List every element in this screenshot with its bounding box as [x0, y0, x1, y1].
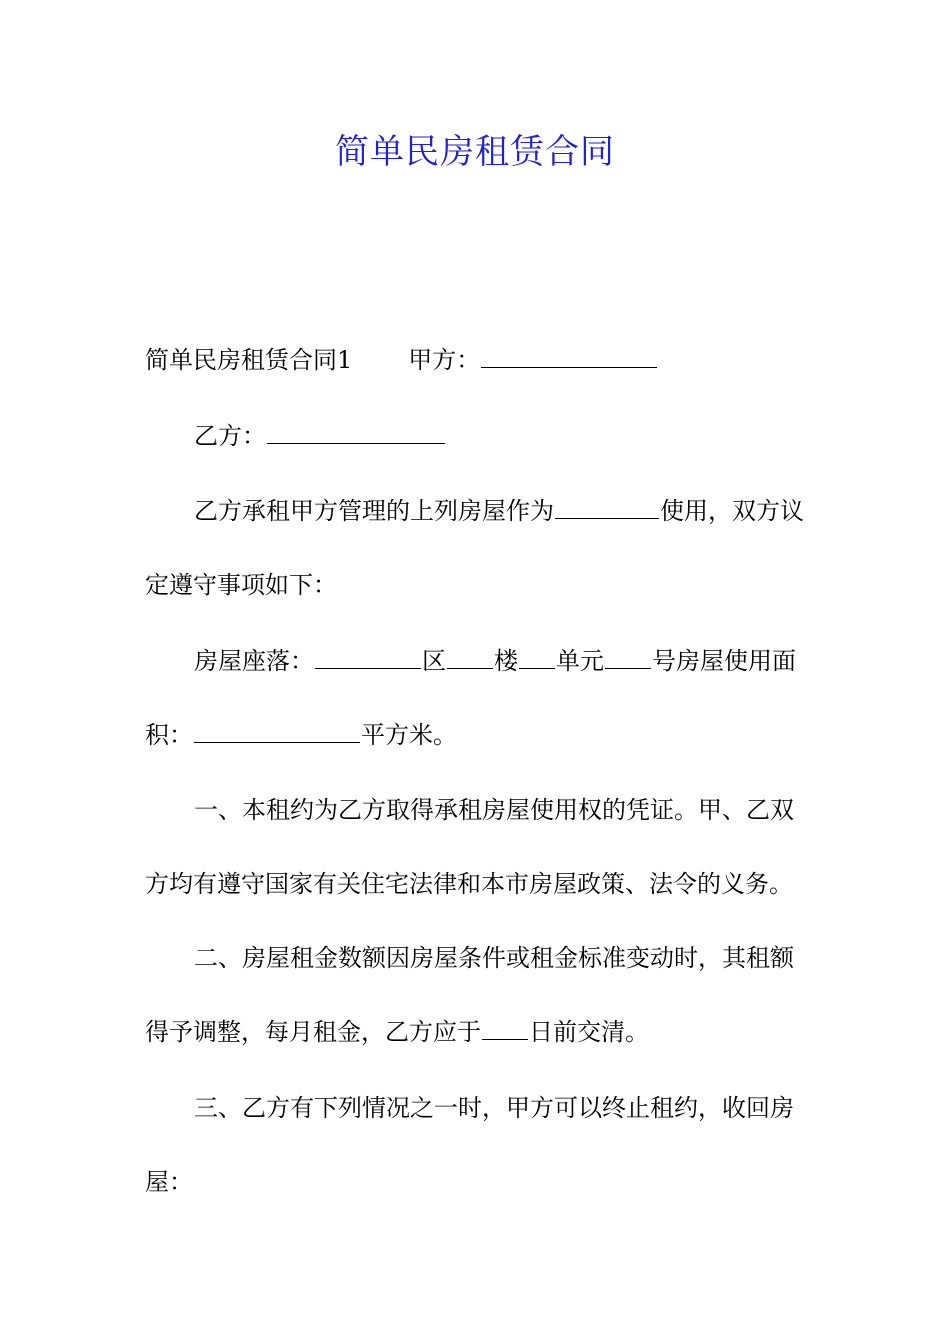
paragraph-line-5: [145, 643, 859, 679]
clause-one-text: 一、本租约为乙方取得承租房屋使用权的凭证。甲、乙双: [194, 796, 794, 824]
paragraph-line-7: [145, 792, 859, 828]
building-blank: [447, 646, 493, 669]
paragraph-line-6: [145, 717, 810, 753]
room-blank: [605, 646, 651, 669]
clause-one-continued: 方均有遵守国家有关住宅法律和本市房屋政策、法令的义务。: [145, 870, 793, 898]
party-a-blank: [481, 345, 657, 368]
usage-text-start: 乙方承租甲方管理的上列房屋作为: [194, 497, 554, 525]
location-label: 房屋座落：: [194, 647, 314, 675]
usage-blank: [555, 496, 659, 519]
usage-text-end: 使用，双方议: [660, 497, 804, 525]
area-unit-text: 平方米。: [361, 721, 457, 749]
building-text: 楼: [494, 647, 518, 675]
paragraph-line-4: [145, 567, 810, 603]
payment-day-blank: [482, 1017, 528, 1040]
clause-two-continued-start: 得予调整，每月租金，乙方应于: [145, 1018, 481, 1046]
party-a-label: 甲方：: [408, 346, 481, 374]
paragraph-line-11: [145, 1090, 859, 1126]
paragraph-line-8: [145, 866, 810, 902]
unit-blank: [519, 646, 555, 669]
paragraph-line-12: [145, 1164, 810, 1200]
paragraph-line-10: [145, 1014, 810, 1050]
area-blank: [194, 720, 360, 743]
district-blank: [315, 646, 421, 669]
clause-two-text: 二、房屋租金数额因房屋条件或租金标准变动时，其租额: [194, 944, 794, 972]
paragraph-line-3: [145, 493, 859, 529]
clause-three-text: 三、乙方有下列情况之一时，甲方可以终止租约，收回房: [194, 1094, 794, 1122]
document-title: 简单民房租赁合同: [335, 132, 615, 172]
area-label: 积：: [145, 721, 193, 749]
paragraph-line-2: [145, 418, 859, 454]
party-b-blank: [267, 421, 445, 444]
district-text: 区: [422, 647, 446, 675]
party-b-label: 乙方：: [194, 422, 266, 450]
paragraph-line-9: [145, 940, 859, 976]
room-area-text: 号房屋使用面: [652, 647, 796, 675]
contract-number-text: 简单民房租赁合同1: [145, 346, 353, 374]
paragraph-line-1: [145, 342, 810, 378]
clause-three-continued: 屋：: [145, 1168, 193, 1196]
clause-two-continued-end: 日前交清。: [529, 1018, 649, 1046]
terms-intro-text: 定遵守事项如下：: [145, 571, 337, 599]
unit-text: 单元: [556, 647, 604, 675]
